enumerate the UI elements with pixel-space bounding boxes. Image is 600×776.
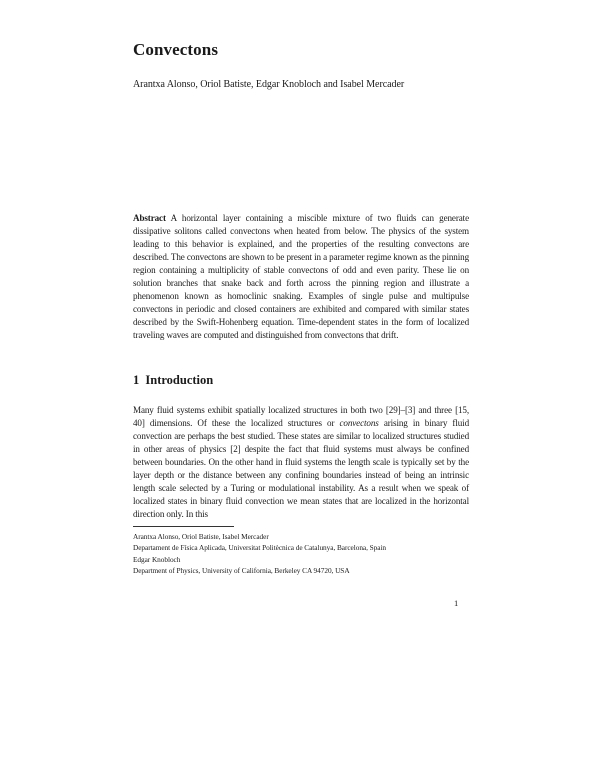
section-heading (133, 373, 213, 388)
intro-emphasis: convectons (339, 418, 379, 429)
intro-text-part2: arising in binary fluid convection are perhaps the best studied. These states are similar to localized structures studied in other areas of physics [2] despite the fact that fluid systems must always be confined between boundaries. On the other hand in fluid systems the length scale is typically set by the layer depth or the distance between any confining boundaries instead of being an intrinsic length scale selected by a Turing or modulational instability. As a result when we speak of localized states in binary fluid convection we mean states that are localized in the horizontal direction only. In this (133, 418, 469, 520)
abstract-label: Abstract (133, 213, 166, 223)
section-title: Introduction (145, 373, 214, 387)
footnote-rule (133, 526, 234, 527)
intro-text-part1: Many fluid systems exhibit spatially localized structures in both two [29]–[3] and three [15, 40] dimensions. Of these the localized structures or (133, 405, 469, 429)
author-list: Arantxa Alonso, Oriol Batiste, Edgar Knobloch and Isabel Mercader (133, 79, 405, 90)
paper-title: Convectons (133, 40, 219, 59)
footnote-names: Edgar Knobloch (133, 555, 181, 564)
page-number: 1 (454, 598, 459, 608)
abstract-paragraph (133, 212, 469, 342)
footnote-affiliation-1 (133, 532, 386, 554)
footnote-affiliation: Department of Physics, University of California, Berkeley CA 94720, USA (133, 565, 350, 575)
section-number: 1 (133, 373, 140, 387)
intro-paragraph (133, 404, 469, 521)
footnote-affiliation: Departament de Física Aplicada, Universitat Politècnica de Catalunya, Barcelona, Spain (133, 542, 387, 552)
abstract-text: A horizontal layer containing a miscible mixture of two fluids can generate dissipative solitons called convectons when heated from below. The physics of the system leading to this behavior is explained, and the properties of the resulting convectons are described. The convectons are shown to be present in a parameter regime known as the pinning region containing a multiplicity of stable convectons of odd and even parity. These lie on solution branches that snake back and forth across the pinning region and illustrate a phenomenon known as homoclinic snaking. Examples of single pulse and multipulse convectons in periodic and closed containers are exhibited and compared with similar states described by the Swift-Hohenberg equation. Time-dependent states in the form of localized traveling waves are computed and distinguished from convectons that drift. (133, 213, 469, 341)
footnote-affiliation-2 (133, 555, 350, 577)
footnote-names: Arantxa Alonso, Oriol Batiste, Isabel Mercader (133, 532, 269, 541)
